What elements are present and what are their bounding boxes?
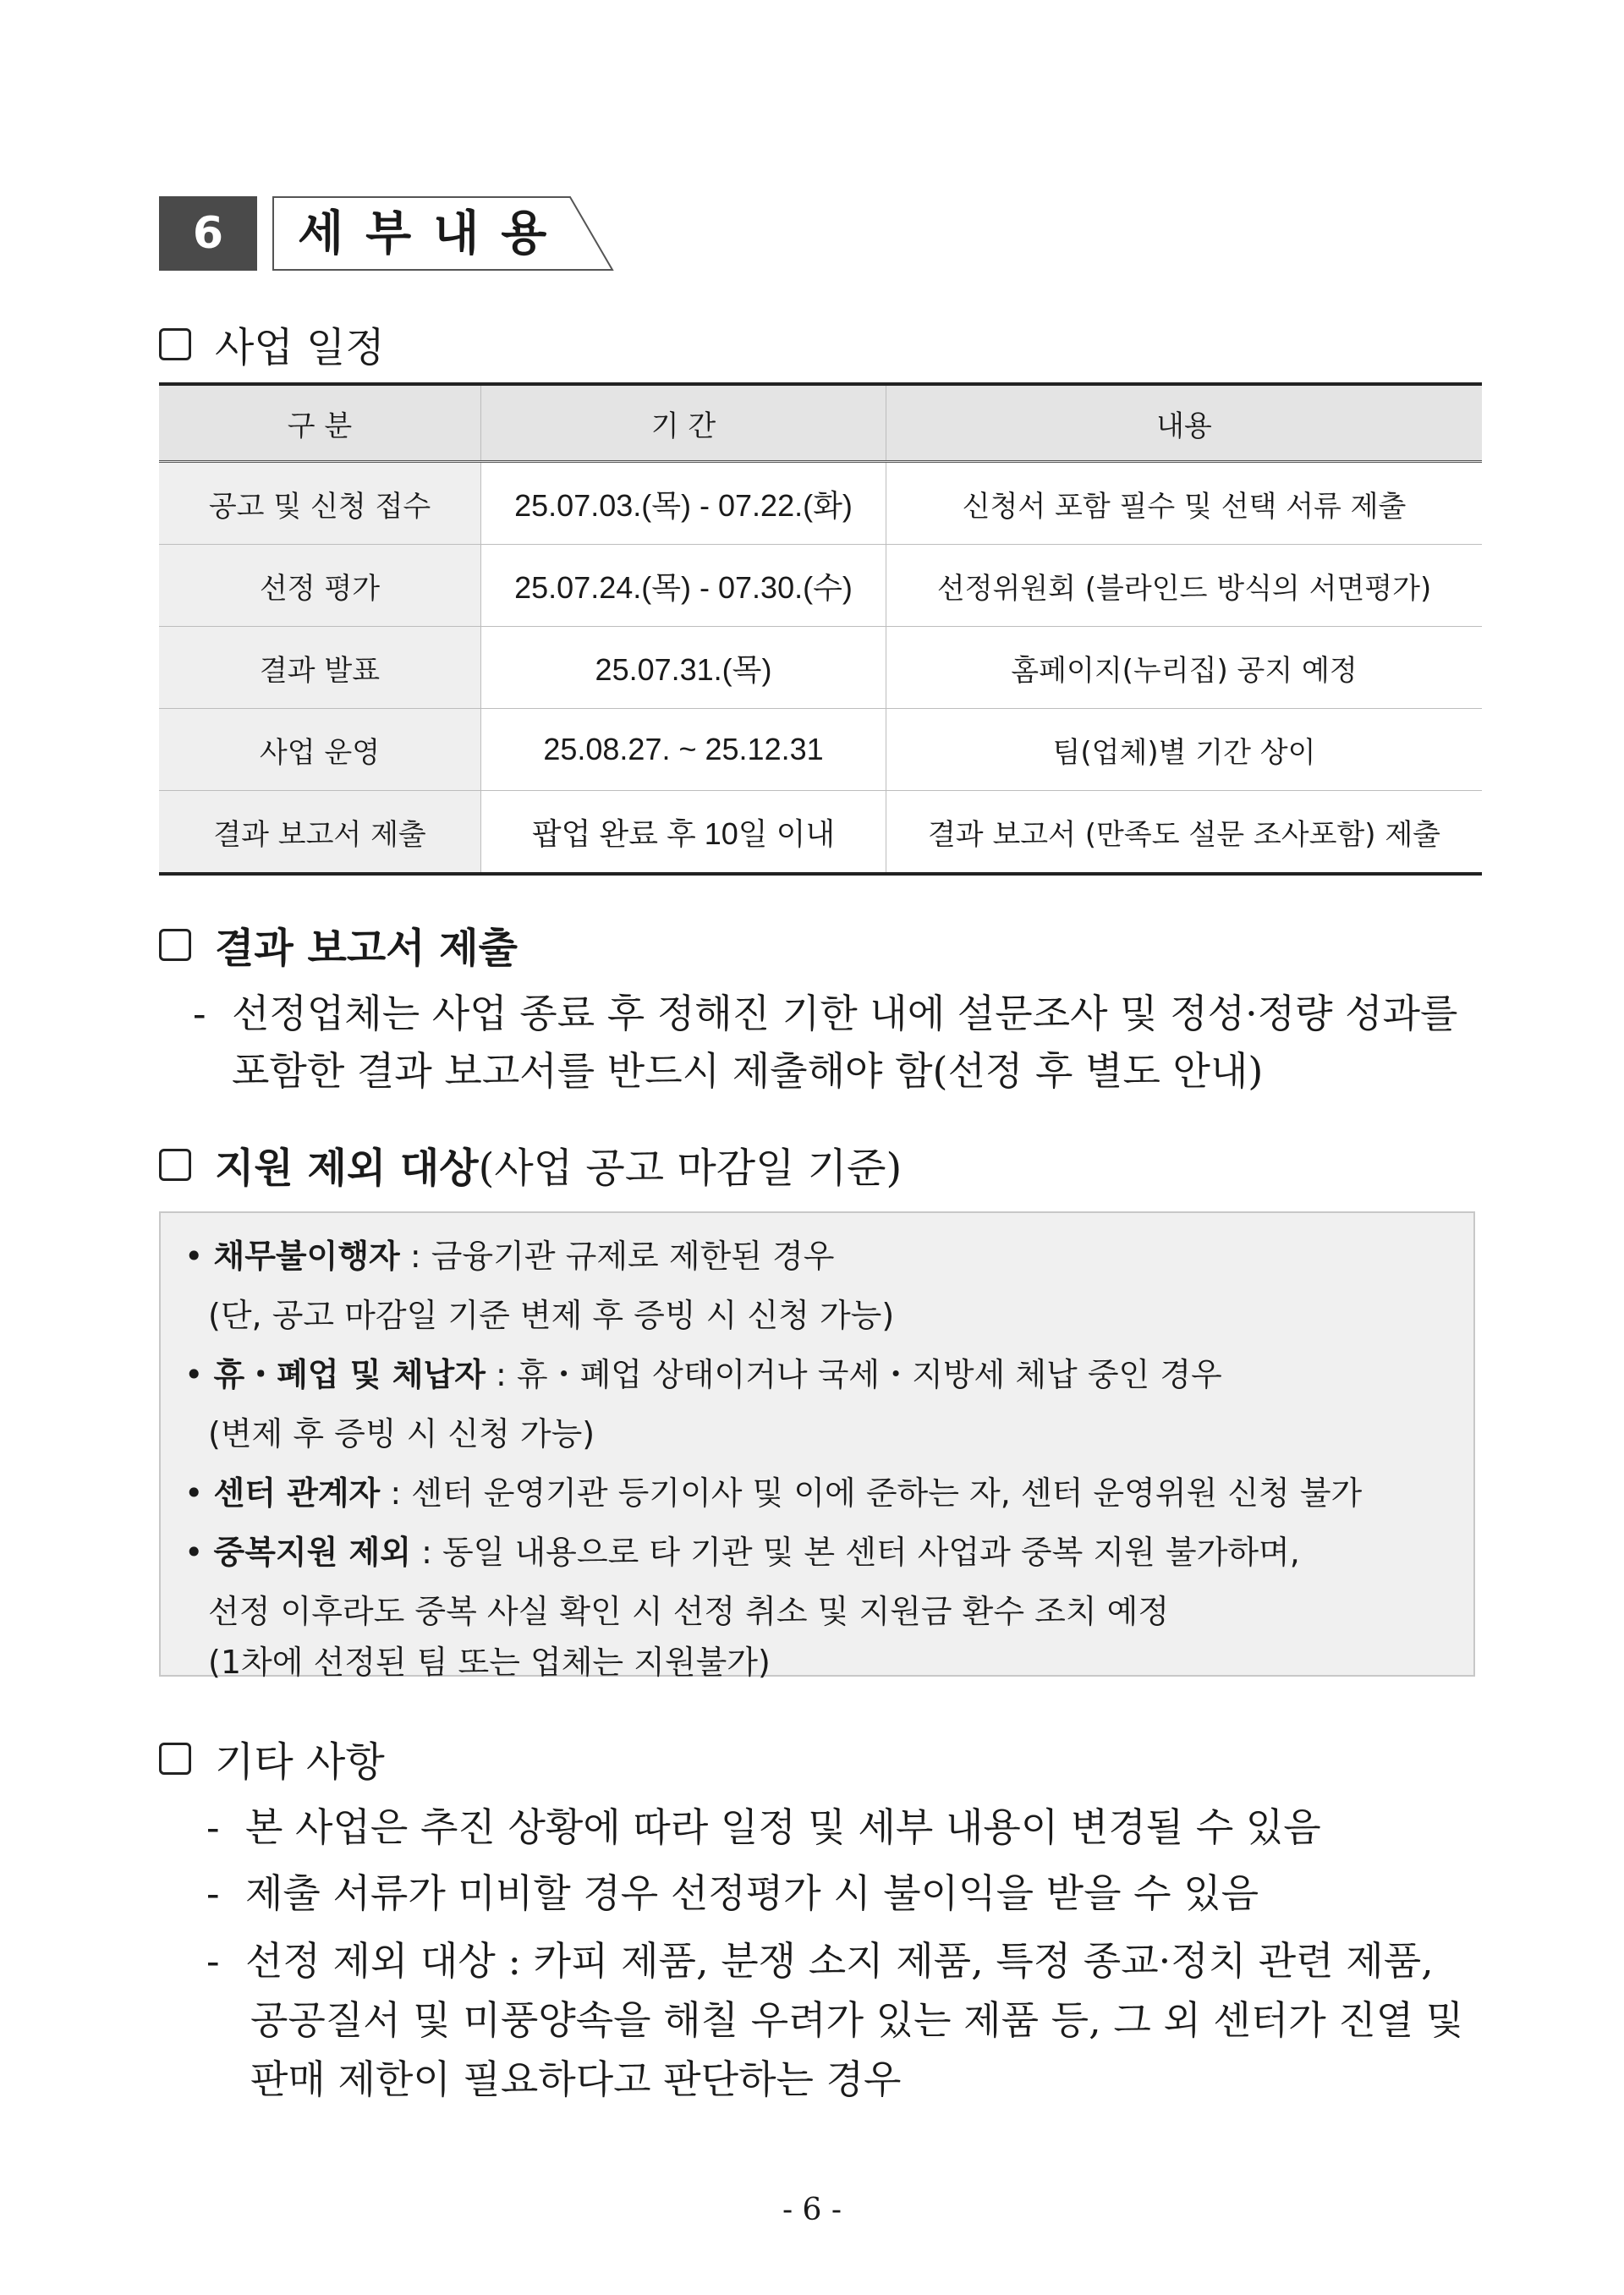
row-content: 홈페이지(누리집) 공지 예정 — [886, 627, 1483, 709]
dash-bullet: - — [193, 991, 206, 1036]
exclusion-heading-text: 지원 제외 대상 — [215, 1145, 479, 1192]
other-line-text: 판매 제한이 필요하다고 판단하는 경우 — [250, 2056, 902, 2102]
column-header: 기 간 — [481, 384, 886, 462]
exclusion-cont: 선정 이후라도 중복 사실 확인 시 선정 취소 및 지원금 환수 조치 예정 — [208, 1593, 1170, 1630]
report-heading — [159, 915, 518, 974]
checkbox-icon — [159, 929, 191, 961]
report-line-text: 포함한 결과 보고서를 반드시 제출해야 함(선정 후 별도 안내) — [232, 1048, 1264, 1094]
other-line — [250, 2049, 901, 2105]
exclusion-text: : 금융기관 규제로 제한된 경우 — [399, 1238, 835, 1275]
row-category: 선정 평가 — [159, 545, 481, 627]
checkbox-icon — [159, 328, 191, 360]
other-line — [206, 1863, 1259, 1919]
exclusion-text: : 동일 내용으로 타 기관 및 본 센터 사업과 중복 지원 불가하며, — [410, 1534, 1300, 1571]
bullet-icon: • — [184, 1238, 214, 1275]
dash-bullet: - — [206, 1870, 220, 1916]
row-category: 결과 보고서 제출 — [159, 791, 481, 875]
exclusion-cont: (변제 후 증빙 시 신청 가능) — [208, 1415, 595, 1452]
other-line-text: 본 사업은 추진 상황에 따라 일정 및 세부 내용이 변경될 수 있음 — [245, 1804, 1321, 1850]
table-row — [159, 709, 1482, 791]
exclusion-heading-sub: (사업 공고 마감일 기준) — [478, 1145, 903, 1192]
page-number: - 6 - — [782, 2193, 842, 2227]
exclusion-text: : 센터 운영기관 등기이사 및 이에 준하는 자, 센터 운영위원 신청 불가 — [380, 1474, 1363, 1512]
other-line — [206, 1930, 1434, 1986]
row-content: 신청서 포함 필수 및 선택 서류 제출 — [886, 462, 1483, 545]
other-line-text: 제출 서류가 미비할 경우 선정평가 시 불이익을 받을 수 있음 — [245, 1870, 1259, 1916]
row-category: 공고 및 신청 접수 — [159, 462, 481, 545]
row-period: 25.07.31.(목) — [481, 627, 886, 709]
exclusion-text: : 휴・폐업 상태이거나 국세・지방세 체납 중인 경우 — [485, 1356, 1222, 1393]
checkbox-icon — [159, 1743, 191, 1775]
exclusion-label: 채무불이행자 — [213, 1238, 400, 1275]
exclusion-cont: (단, 공고 마감일 기준 변제 후 증빙 시 신청 가능) — [208, 1297, 895, 1334]
exclusion-cont: (1차에 선정된 팀 또는 업체는 지원불가) — [208, 1644, 771, 1681]
dash-bullet: - — [206, 1938, 220, 1984]
bullet-icon: • — [184, 1474, 214, 1512]
table-row — [159, 545, 1482, 627]
bullet-icon: • — [184, 1356, 214, 1393]
row-content: 팀(업체)별 기간 상이 — [886, 709, 1483, 791]
exclusion-item — [184, 1467, 1362, 1513]
exclusion-label: 휴・폐업 및 체납자 — [213, 1356, 486, 1393]
checkbox-icon — [159, 1149, 191, 1181]
schedule-table — [159, 382, 1482, 876]
section-number: 6 — [159, 196, 257, 271]
exclusion-label: 중복지원 제외 — [213, 1534, 411, 1571]
schedule-heading — [159, 315, 385, 373]
row-period: 팝업 완료 후 10일 이내 — [481, 791, 886, 875]
exclusion-item — [184, 1348, 1222, 1395]
report-line-text: 선정업체는 사업 종료 후 정해진 기한 내에 설문조사 및 정성·정량 성과를 — [232, 991, 1458, 1036]
other-line — [206, 1797, 1321, 1853]
table-row — [159, 791, 1482, 875]
exclusion-item — [184, 1230, 834, 1277]
row-period: 25.07.03.(목) - 07.22.(화) — [481, 462, 886, 545]
row-period: 25.07.24.(목) - 07.30.(수) — [481, 545, 886, 627]
dash-bullet: - — [206, 1804, 220, 1850]
schedule-heading-text: 사업 일정 — [215, 324, 385, 371]
table-row — [159, 627, 1482, 709]
table-row — [159, 462, 1482, 545]
row-period: 25.08.27. ~ 25.12.31 — [481, 709, 886, 791]
other-line — [250, 1990, 1463, 2045]
section-title-box — [272, 196, 614, 271]
other-heading-text: 기타 사항 — [215, 1738, 385, 1786]
column-header: 구 분 — [159, 384, 481, 462]
report-line — [193, 983, 1458, 1039]
report-line — [232, 1040, 1263, 1096]
bullet-icon: • — [184, 1534, 214, 1571]
row-category: 결과 발표 — [159, 627, 481, 709]
exclusion-label: 센터 관계자 — [213, 1474, 381, 1512]
report-heading-text: 결과 보고서 제출 — [215, 925, 518, 972]
exclusion-item — [184, 1526, 1300, 1573]
exclusion-box — [159, 1211, 1475, 1681]
other-line-text: 선정 제외 대상 : 카피 제품, 분쟁 소지 제품, 특정 종교·정치 관련 제품, — [245, 1938, 1434, 1984]
section-title: 세부내용 — [298, 206, 569, 261]
table-header-row — [159, 384, 1482, 462]
column-header: 내용 — [886, 384, 1483, 462]
exclusion-heading — [159, 1135, 902, 1194]
section-header — [159, 196, 616, 271]
other-line-text: 공공질서 및 미풍양속을 해칠 우려가 있는 제품 등, 그 외 센터가 진열 및 — [250, 1997, 1464, 2043]
row-content: 결과 보고서 (만족도 설문 조사포함) 제출 — [886, 791, 1483, 875]
row-content: 선정위원회 (블라인드 방식의 서면평가) — [886, 545, 1483, 627]
row-category: 사업 운영 — [159, 709, 481, 791]
other-heading — [159, 1729, 385, 1787]
